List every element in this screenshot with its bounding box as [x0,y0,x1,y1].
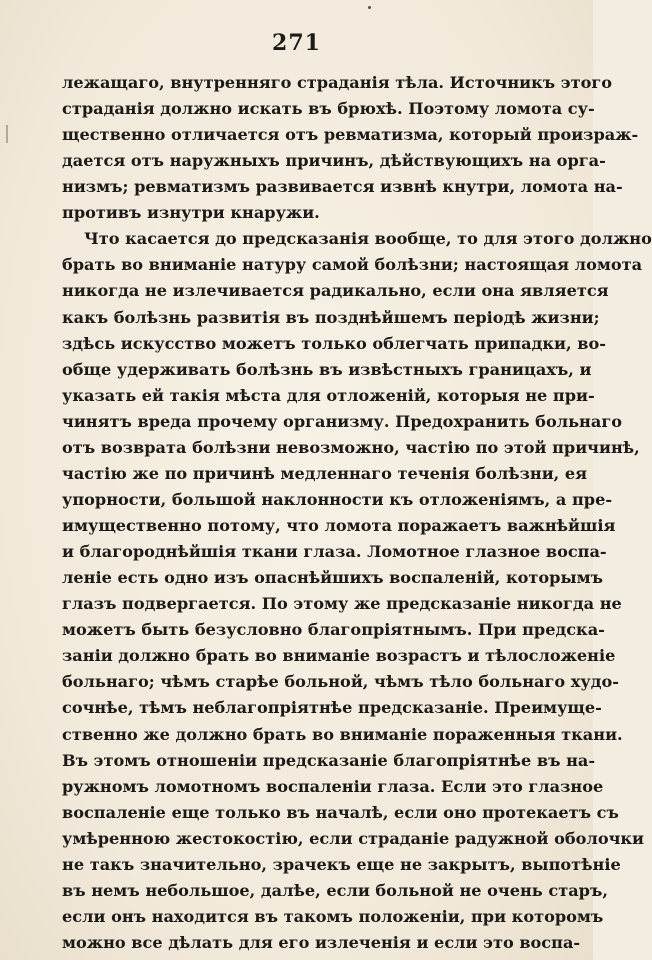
text-line: въ немъ небольшое, далѣе, если больной не очень старъ, [62,880,608,900]
text-line: указать ей такія мѣста для отложеній, которыя не при- [62,385,595,405]
text-line: щественно отличается отъ ревматизма, который произраж- [62,125,639,145]
text-line: здѣсь искусство можетъ только облегчать припадки, во- [62,333,606,353]
text-line: частію же по причинѣ медленнаго теченія болѣзни, ея [62,463,588,483]
text-line: и благороднѣйшія ткани глаза. Ломотное глазное воспа- [62,542,607,562]
text-line: больнаго; чѣмъ старѣе больной, чѣмъ тѣло больнаго худо- [62,672,619,692]
text-line: брать во вниманіе натуру самой болѣзни; настоящая ломота [62,255,643,275]
page-number: 271 [272,30,321,56]
text-line: Что касается до предсказанія вообще, то для этого должно [84,229,652,249]
text-line: какъ болѣзнь развитія въ позднѣйшемъ періодѣ жизни; [62,307,600,327]
text-line: страданія должно искать въ брюхѣ. Поэтому ломота су- [62,99,595,119]
ink-speck [368,6,371,9]
text-line: низмъ; ревматизмъ развивается извнѣ кнутри, ломота на- [62,177,623,197]
text-line: обще удерживать болѣзнь въ извѣстныхъ границахъ, и [62,359,592,379]
text-line: отъ возврата болѣзни невозможно, частію по этой причинѣ, [62,437,640,457]
text-line: воспаленіе еще только въ началѣ, если оно протекаетъ съ [62,802,619,822]
text-line: никогда не излечивается радикально, если она является [62,281,609,301]
text-line: глазъ подвергается. По этому же предсказаніе никогда не [62,594,622,614]
text-line: можетъ быть безусловно благопріятнымъ. При предска- [62,620,605,640]
text-line: чинятъ вреда прочему организму. Предохранить больнаго [62,411,622,431]
text-line: дается отъ наружныхъ причинъ, дѣйствующихъ на орга- [62,151,606,171]
text-line: имущественно потому, что ломота поражаетъ важнѣйшія [62,516,616,536]
text-line: не такъ значительно, зрачекъ еще не закрытъ, выпотѣніе [62,854,621,874]
text-line: леніе есть одно изъ опаснѣйшихъ воспаленій, которымъ [62,568,604,588]
text-line: сочнѣе, тѣмъ неблагопріятнѣе предсказаніе. Преимуще- [62,698,602,718]
text-line: ружномъ ломотномъ воспаленіи глаза. Если это глазное [62,776,604,796]
text-line: ственно же должно брать во вниманіе пораженныя ткани. [62,724,623,744]
text-line: если онъ находится въ такомъ положеніи, при которомъ [62,906,604,926]
text-line: можно все дѣлать для его излеченія и если это воспа- [62,933,581,952]
text-line: противъ изнутри кнаружи. [62,203,320,223]
text-line: Въ этомъ отношеніи предсказаніе благопріятнѣе въ на- [62,750,596,770]
text-line: умѣренною жестокостію, если страданіе радужной оболочки [62,828,645,848]
text-line: лежащаго, внутренняго страданія тѣла. Источникъ этого [62,73,613,92]
text-line: заніи должно брать во вниманіе возрастъ и тѣлосложеніе [62,646,616,666]
margin-mark [6,125,8,143]
text-line: упорности, большой наклонности къ отложеніямъ, а пре- [62,489,613,509]
